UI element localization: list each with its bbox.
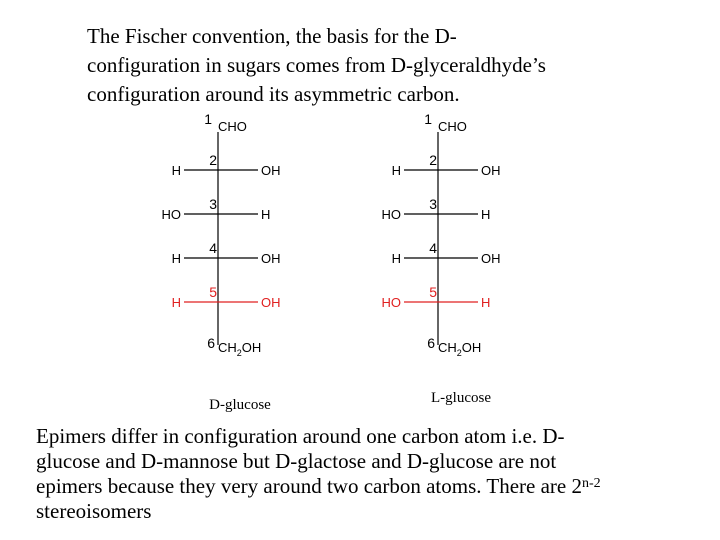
right-substituent: OH: [481, 251, 501, 266]
carbon-number: 3: [209, 196, 217, 212]
body-line: glucose and D-mannose but D-glactose and D-glucose are not: [36, 449, 557, 473]
carbon-number: 6: [427, 335, 435, 351]
left-substituent: H: [171, 163, 181, 178]
exponent: n-2: [581, 476, 601, 491]
right-substituent: OH: [481, 163, 501, 178]
fischer-structure: [382, 111, 501, 406]
left-substituent: H: [171, 295, 181, 310]
fischer-structure: [162, 111, 281, 413]
right-substituent: OH: [261, 251, 281, 266]
hydroxymethyl-group: $CH_2OH$: [218, 340, 262, 358]
aldehyde-group: CHO: [438, 119, 467, 134]
left-substituent: HO: [161, 207, 181, 222]
left-substituent: H: [391, 163, 401, 178]
right-substituent: OH: [261, 295, 281, 310]
left-substituent: H: [391, 251, 401, 266]
body-line-text: epimers because they very around two carbon atoms. There are 2: [36, 474, 582, 498]
carbon-number: 5: [429, 284, 437, 300]
right-substituent: OH: [261, 163, 281, 178]
left-substituent: HO: [381, 207, 401, 222]
aldehyde-group: CHO: [218, 119, 247, 134]
title-line: configuration around its asymmetric carbon.: [87, 82, 460, 106]
right-substituent: H: [481, 295, 491, 310]
left-substituent: H: [171, 251, 181, 266]
title-line: configuration in sugars comes from D-glyceraldhyde’s: [87, 53, 546, 77]
title-line: The Fischer convention, the basis for the D-: [87, 24, 457, 48]
body-line: [36, 474, 706, 499]
carbon-number: 1: [424, 111, 432, 127]
right-substituent: H: [481, 207, 491, 222]
carbon-number: 5: [209, 284, 217, 300]
carbon-number: 4: [429, 240, 437, 256]
carbon-number: 2: [209, 152, 217, 168]
structure-caption: L-glucose: [431, 390, 491, 406]
body-line: Epimers differ in configuration around one carbon atom i.e. D-: [36, 424, 565, 448]
hydroxymethyl-group: $CH_2OH$: [438, 340, 482, 358]
carbon-number: 3: [429, 196, 437, 212]
carbon-number: 2: [429, 152, 437, 168]
carbon-number: 1: [204, 111, 212, 127]
right-substituent: H: [261, 207, 271, 222]
left-substituent: HO: [381, 295, 401, 310]
body-text: [36, 424, 706, 524]
carbon-number: 4: [209, 240, 217, 256]
body-line: stereoisomers: [36, 499, 152, 523]
carbon-number: 6: [207, 335, 215, 351]
structure-caption: D-glucose: [209, 397, 271, 413]
